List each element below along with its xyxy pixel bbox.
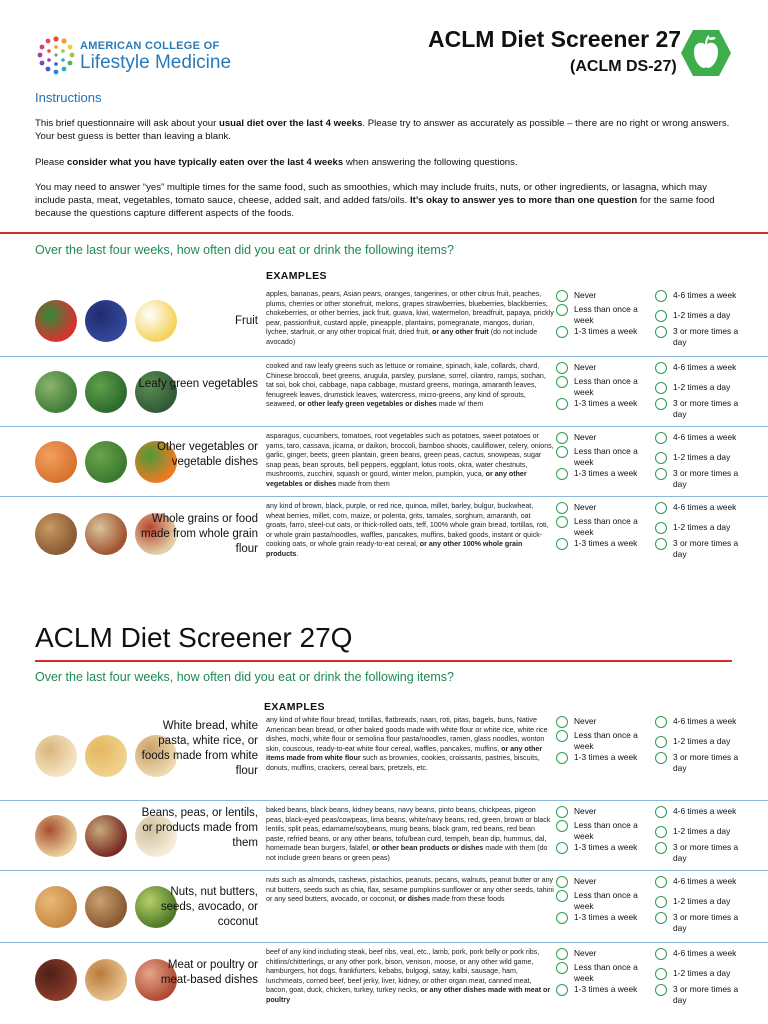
radio-button[interactable] xyxy=(556,890,568,902)
beans-image xyxy=(85,815,127,857)
food-row xyxy=(0,428,768,496)
frequency-option[interactable] xyxy=(655,398,745,419)
frequency-option-label: 1-3 times a week xyxy=(574,842,638,852)
frequency-option-label: 3 or more times a day xyxy=(673,842,739,863)
radio-button[interactable] xyxy=(556,820,568,832)
frequency-option-label: Never xyxy=(574,432,597,442)
page-subtitle: (ACLM DS-27) xyxy=(570,58,677,75)
frequency-option[interactable] xyxy=(655,468,745,489)
frequency-option[interactable] xyxy=(655,842,745,863)
frequency-option[interactable] xyxy=(655,984,745,1005)
radio-button[interactable] xyxy=(655,290,667,302)
food-row xyxy=(0,358,768,426)
radio-button[interactable] xyxy=(556,876,568,888)
frequency-option-label: 4-6 times a week xyxy=(673,432,737,442)
frequency-option[interactable] xyxy=(556,948,646,960)
food-examples-text: beef of any kind including steak, beef ribs, veal, etc., lamb, pork, pork belly or pork ribs, chitlins/chitterlings, or any other pork, bison, venison, moose, or any other wild game, hamburgers, hot dogs, frankfurters, kebabs, bulgogi, satay, kalbi, sausage, ham, lunchmeats, corned beef, beef jerky, liver, kidney, or other organ meat, canned meat, bacon, goat, duck, chicken, turkey, turkey necks, or any other dishes made with meat or poultry xyxy=(266,948,551,1004)
frequency-option[interactable] xyxy=(556,446,646,467)
frequency-option-label: Never xyxy=(574,806,597,816)
frequency-option[interactable] xyxy=(556,326,646,338)
row-divider xyxy=(0,942,768,943)
frequency-option[interactable] xyxy=(655,896,745,908)
frequency-option[interactable] xyxy=(655,326,745,347)
section-divider xyxy=(0,232,768,234)
radio-button[interactable] xyxy=(655,310,667,322)
row-divider xyxy=(0,356,768,357)
frequency-option[interactable] xyxy=(556,912,646,924)
frequency-option[interactable] xyxy=(556,516,646,537)
frequency-option-label: Never xyxy=(574,948,597,958)
frequency-option-label: 1-2 times a day xyxy=(673,522,731,532)
instructions-heading: Instructions xyxy=(35,90,102,105)
radio-button[interactable] xyxy=(655,452,667,464)
frequency-option-label: 1-2 times a day xyxy=(673,310,731,320)
radio-button[interactable] xyxy=(655,948,667,960)
frequency-option-label: 1-3 times a week xyxy=(574,538,638,548)
radio-button[interactable] xyxy=(655,912,667,924)
frequency-option-label: 3 or more times a day xyxy=(673,468,739,489)
sweet-potato-image xyxy=(35,441,77,483)
frequency-option-label: Less than once a week xyxy=(574,304,638,325)
frequency-option-label: Never xyxy=(574,290,597,300)
food-examples-text: asparagus, cucumbers, tomatoes, root vegetables such as potatoes, sweet potatoes or yams, taro, cassava, jicama, or daikon, broccoli, bamboo shoots, cauliflower, celery, onions, garlic, ginger, beets, green plantain, green beans, green peas, cactus, snowpeas, sugar snap peas, bean sprouts, bell peppers, eggplant, lotus roots, okra, water chestnuts, mushrooms, zucchini, squash or gourd, winter melon, pumpkin, yuca, or any other vegetables or dishes made from them xyxy=(266,432,554,488)
food-examples-text: any kind of white flour bread, tortillas, flatbreads, naan, roti, pitas, bagels, buns, Native American bean bread, or other baked goods made with white flour or white rice, white rice dishes, mochi, white flour or semolina flour pasta/noodles, ramen, glass noodles, wonton skin, couscous, ready-to-eat white flour cereal, waffles, pancakes, muffins, or any other items made from white flour such as brownies, cookies, croissants, pastries, biscuits, donuts, muffins, crackers, cereal bars, pretzels, etc. xyxy=(266,716,548,772)
food-examples-text: nuts such as almonds, cashews, pistachios, peanuts, pecans, walnuts, peanut butter or any nut butters, seeds such as chia, flax, sesame pumpkins sunflower or any other seeds, tahini or any seed butters, avocado, or coconut, or dishes made from these foods xyxy=(266,876,554,904)
frequency-option[interactable] xyxy=(556,730,646,751)
row-divider xyxy=(0,426,768,427)
radio-button[interactable] xyxy=(655,716,667,728)
frequency-option[interactable] xyxy=(655,752,745,773)
frequency-option[interactable] xyxy=(556,752,646,764)
instructions-paragraph-1: This brief questionnaire will ask about your usual diet over the last 4 weeks. Please try to answer as accurately as possible – there are no right or wrong answers. Your best guess is better than leaving a blank. xyxy=(35,118,730,142)
frequency-option-label: Less than once a week xyxy=(574,516,638,537)
radio-button[interactable] xyxy=(655,736,667,748)
walnuts-image xyxy=(85,886,127,928)
frequency-option-label: 4-6 times a week xyxy=(673,290,737,300)
radio-button[interactable] xyxy=(556,948,568,960)
nut-butter-image xyxy=(35,886,77,928)
frequency-option-label: Less than once a week xyxy=(574,730,638,751)
grains-image xyxy=(85,513,127,555)
page-title: ACLM Diet Screener 27 xyxy=(428,26,682,52)
frequency-option-label: 1-2 times a day xyxy=(673,968,731,978)
watermelon-image xyxy=(35,300,77,342)
whole-grain-bread-image xyxy=(35,513,77,555)
frequency-option[interactable] xyxy=(655,310,745,322)
frequency-option[interactable] xyxy=(655,362,745,374)
radio-button[interactable] xyxy=(556,398,568,410)
frequency-option[interactable] xyxy=(556,842,646,854)
radio-button[interactable] xyxy=(556,290,568,302)
frequency-option[interactable] xyxy=(655,736,745,748)
food-row xyxy=(0,802,768,870)
radio-button[interactable] xyxy=(556,326,568,338)
frequency-option-label: 1-3 times a week xyxy=(574,326,638,336)
blueberries-image xyxy=(85,300,127,342)
frequency-option-label: 1-2 times a day xyxy=(673,736,731,746)
pasta-image xyxy=(85,735,127,777)
frequency-option[interactable] xyxy=(556,806,646,818)
frequency-option-label: Never xyxy=(574,502,597,512)
frequency-option-label: 1-2 times a day xyxy=(673,826,731,836)
radio-button[interactable] xyxy=(556,730,568,742)
radio-button[interactable] xyxy=(556,468,568,480)
steak-image xyxy=(35,959,77,1001)
frequency-option-label: 1-3 times a week xyxy=(574,752,638,762)
frequency-option-label: Never xyxy=(574,362,597,372)
collard-image xyxy=(35,371,77,413)
frequency-option[interactable] xyxy=(556,376,646,397)
radio-button[interactable] xyxy=(655,538,667,550)
food-category-label: Nuts, nut butters, seeds, avocado, or coconut xyxy=(160,885,258,928)
food-row xyxy=(0,286,768,356)
chicken-image xyxy=(85,959,127,1001)
frequency-option-label: Less than once a week xyxy=(574,962,638,983)
frequency-option[interactable] xyxy=(556,398,646,410)
header xyxy=(0,0,768,90)
radio-button[interactable] xyxy=(655,398,667,410)
org-name-line1: AMERICAN COLLEGE OF xyxy=(80,40,220,52)
frequency-option-label: 1-3 times a week xyxy=(574,984,638,994)
radio-button[interactable] xyxy=(655,362,667,374)
row-divider xyxy=(0,870,768,871)
frequency-option[interactable] xyxy=(655,968,745,980)
food-examples-text: apples, bananas, pears, Asian pears, oranges, tangerines, or other citrus fruit, peaches, plums, cherries or other stonefruit, melons, grapes strawberries, blueberries, blackberries, chokeberries, or other berries, jack fruit, guava, kiwi, watermelon, breadfruit, papaya, prickly pear, passionfruit, custard apple, pineapple, plantains, pomegranate, mangos, durian, lychee, starfruit, or any other tropical fruit, dried fruit, or any other fruit (do not include avocado) xyxy=(266,290,554,346)
org-name-line2: Lifestyle Medicine xyxy=(80,52,232,73)
instructions-paragraph-3: You may need to answer “yes” multiple times for the same food, such as smoothies, which may include fruits, nuts, or other ingredients, or lasagna, which may include pasta, meat, vegetables, tomato sauce, cheese, added salt, and added fats/oils. It’s okay to answer yes to more than one question for the same food because the questions capture different aspects of the foods. xyxy=(35,182,715,219)
frequency-option[interactable] xyxy=(655,538,745,559)
frequency-option-label: 1-3 times a week xyxy=(574,468,638,478)
food-row xyxy=(0,712,768,800)
frequency-option[interactable] xyxy=(556,362,646,374)
radio-button[interactable] xyxy=(655,752,667,764)
question-text: Over the last four weeks, how often did you eat or drink the following items? xyxy=(35,243,454,257)
food-row xyxy=(0,944,768,1016)
radio-button[interactable] xyxy=(556,538,568,550)
frequency-option[interactable] xyxy=(655,290,745,302)
radio-button[interactable] xyxy=(556,962,568,974)
frequency-option[interactable] xyxy=(655,806,745,818)
frequency-option[interactable] xyxy=(655,432,745,444)
row-divider xyxy=(0,800,768,801)
frequency-option-label: 3 or more times a day xyxy=(673,326,739,347)
frequency-option[interactable] xyxy=(655,452,745,464)
frequency-option[interactable] xyxy=(556,304,646,325)
frequency-option-label: 3 or more times a day xyxy=(673,752,739,773)
food-category-label: White bread, white pasta, white rice, or foods made from white flour xyxy=(141,719,258,777)
food-examples-text: any kind of brown, black, purple, or red rice, quinoa, millet, barley, bulgur, buckwheat, wheat berries, millet, corn, maize, or polenta, grits, tamales, sorghum, amaranth, oat groats, farro, steel-cut oats, or thick-rolled oats, teff, 100% whole grain bread, tortillas, roti, or whole grain pasta/noodles, waffles, pancakes, muffins, baked goods, instant or quick-cooking oats, or whole grain ready-to-eat cereal, or any other 100% whole grain products. xyxy=(266,502,549,558)
radio-button[interactable] xyxy=(655,896,667,908)
frequency-option-label: Never xyxy=(574,716,597,726)
radio-button[interactable] xyxy=(655,326,667,338)
frequency-option-label: 1-3 times a week xyxy=(574,912,638,922)
frequency-option-label: 1-3 times a week xyxy=(574,398,638,408)
frequency-option[interactable] xyxy=(556,538,646,550)
frequency-option[interactable] xyxy=(556,876,646,888)
apple-badge-icon xyxy=(680,28,732,78)
frequency-option[interactable] xyxy=(655,876,745,888)
frequency-option-label: 3 or more times a day xyxy=(673,398,739,419)
radio-button[interactable] xyxy=(556,432,568,444)
radio-button[interactable] xyxy=(655,984,667,996)
frequency-option[interactable] xyxy=(655,912,745,933)
radio-button[interactable] xyxy=(556,752,568,764)
spinach-image xyxy=(85,371,127,413)
frequency-option-label: 4-6 times a week xyxy=(673,876,737,886)
frequency-option-label: 3 or more times a day xyxy=(673,912,739,933)
frequency-option-label: 3 or more times a day xyxy=(673,984,739,1005)
radio-button[interactable] xyxy=(556,842,568,854)
frequency-option[interactable] xyxy=(556,716,646,728)
hummus-image xyxy=(35,815,77,857)
radio-button[interactable] xyxy=(556,304,568,316)
radio-button[interactable] xyxy=(556,362,568,374)
radio-button[interactable] xyxy=(655,468,667,480)
radio-button[interactable] xyxy=(655,432,667,444)
radio-button[interactable] xyxy=(655,842,667,854)
instructions-paragraph-2: Please consider what you have typically eaten over the last 4 weeks when answering the following questions. xyxy=(35,157,518,168)
frequency-option-label: 3 or more times a day xyxy=(673,538,739,559)
frequency-option[interactable] xyxy=(556,984,646,996)
frequency-option-label: 4-6 times a week xyxy=(673,948,737,958)
radio-button[interactable] xyxy=(556,984,568,996)
radio-button[interactable] xyxy=(655,522,667,534)
frequency-option-label: 1-2 times a day xyxy=(673,452,731,462)
frequency-option-label: Never xyxy=(574,876,597,886)
radio-button[interactable] xyxy=(655,806,667,818)
frequency-option-label: 1-2 times a day xyxy=(673,382,731,392)
white-bread-image xyxy=(35,735,77,777)
examples-label: EXAMPLES xyxy=(266,270,327,282)
aclm-logo-icon xyxy=(34,34,78,78)
frequency-option[interactable] xyxy=(556,502,646,514)
section2-title: ACLM Diet Screener 27Q xyxy=(35,622,353,653)
food-category-label: Leafy green vegetables xyxy=(138,378,258,390)
food-category-label: Fruit xyxy=(235,314,258,327)
radio-button[interactable] xyxy=(655,382,667,394)
frequency-option[interactable] xyxy=(655,826,745,838)
frequency-option-label: Less than once a week xyxy=(574,820,638,841)
frequency-option-label: 1-2 times a day xyxy=(673,896,731,906)
section2-divider xyxy=(35,660,732,662)
radio-button[interactable] xyxy=(556,912,568,924)
examples-label-2: EXAMPLES xyxy=(264,701,325,713)
radio-button[interactable] xyxy=(655,876,667,888)
frequency-option-label: Less than once a week xyxy=(574,890,638,911)
food-category-label: Beans, peas, or lentils, or products made from them xyxy=(141,807,258,849)
radio-button[interactable] xyxy=(655,968,667,980)
frequency-option[interactable] xyxy=(556,890,646,911)
frequency-option[interactable] xyxy=(655,716,745,728)
radio-button[interactable] xyxy=(556,516,568,528)
food-category-label: Whole grains or food made from whole grain flour xyxy=(141,512,258,555)
frequency-option-label: 4-6 times a week xyxy=(673,716,737,726)
food-category-label: Other vegetables or vegetable dishes xyxy=(156,440,258,468)
frequency-option-label: Less than once a week xyxy=(574,376,638,397)
radio-button[interactable] xyxy=(655,502,667,514)
row-divider xyxy=(0,496,768,497)
frequency-option[interactable] xyxy=(655,382,745,394)
food-examples-text: cooked and raw leafy greens such as lettuce or romaine, spinach, kale, collards, chard, Chinese broccoli, beet greens, arugula, parsley, purslane, sorrel, cilantro, ramps, sochan, tat soi, bok choi, cabbage, napa cabbage, mustard greens, moringa, amaranth leaves, fenugreek leaves, drumstick leaves, watercress, micro-greens, any kind of sprouts, seaweed, or other leafy green vegetables or dishes made w/ them xyxy=(266,362,546,409)
radio-button[interactable] xyxy=(556,502,568,514)
frequency-option[interactable] xyxy=(556,962,646,983)
frequency-option[interactable] xyxy=(556,468,646,480)
radio-button[interactable] xyxy=(655,826,667,838)
frequency-option-label: 4-6 times a week xyxy=(673,806,737,816)
food-category-label: Meat or poultry or meat-based dishes xyxy=(160,958,258,986)
frequency-option[interactable] xyxy=(655,948,745,960)
radio-button[interactable] xyxy=(556,806,568,818)
radio-button[interactable] xyxy=(556,376,568,388)
radio-button[interactable] xyxy=(556,716,568,728)
frequency-option[interactable] xyxy=(556,820,646,841)
frequency-option[interactable] xyxy=(655,502,745,514)
question-text-2: Over the last four weeks, how often did you eat or drink the following items? xyxy=(35,670,454,684)
frequency-option-label: 4-6 times a week xyxy=(673,362,737,372)
frequency-option-label: 4-6 times a week xyxy=(673,502,737,512)
food-examples-text: baked beans, black beans, kidney beans, navy beans, pinto beans, chickpeas, pigeon peas, black-eyed peas/cowpeas, lima beans, white/navy beans, red, green, brown or black lentils, split peas, edamame/soybeans, mung beans, black gram, red beans, red bean paste, refried beans, or any other beans, tofu/bean curd, tempeh, bean dip, hummus, dal, homemade bean burgers, falafel, or other bean products or dishes made with them (do not include green beans or green peas) xyxy=(266,806,551,862)
radio-button[interactable] xyxy=(556,446,568,458)
frequency-option[interactable] xyxy=(556,290,646,302)
frequency-option-label: Less than once a week xyxy=(574,446,638,467)
frequency-option[interactable] xyxy=(655,522,745,534)
food-row xyxy=(0,498,768,570)
frequency-option[interactable] xyxy=(556,432,646,444)
food-row xyxy=(0,872,768,942)
broccoli-image xyxy=(85,441,127,483)
